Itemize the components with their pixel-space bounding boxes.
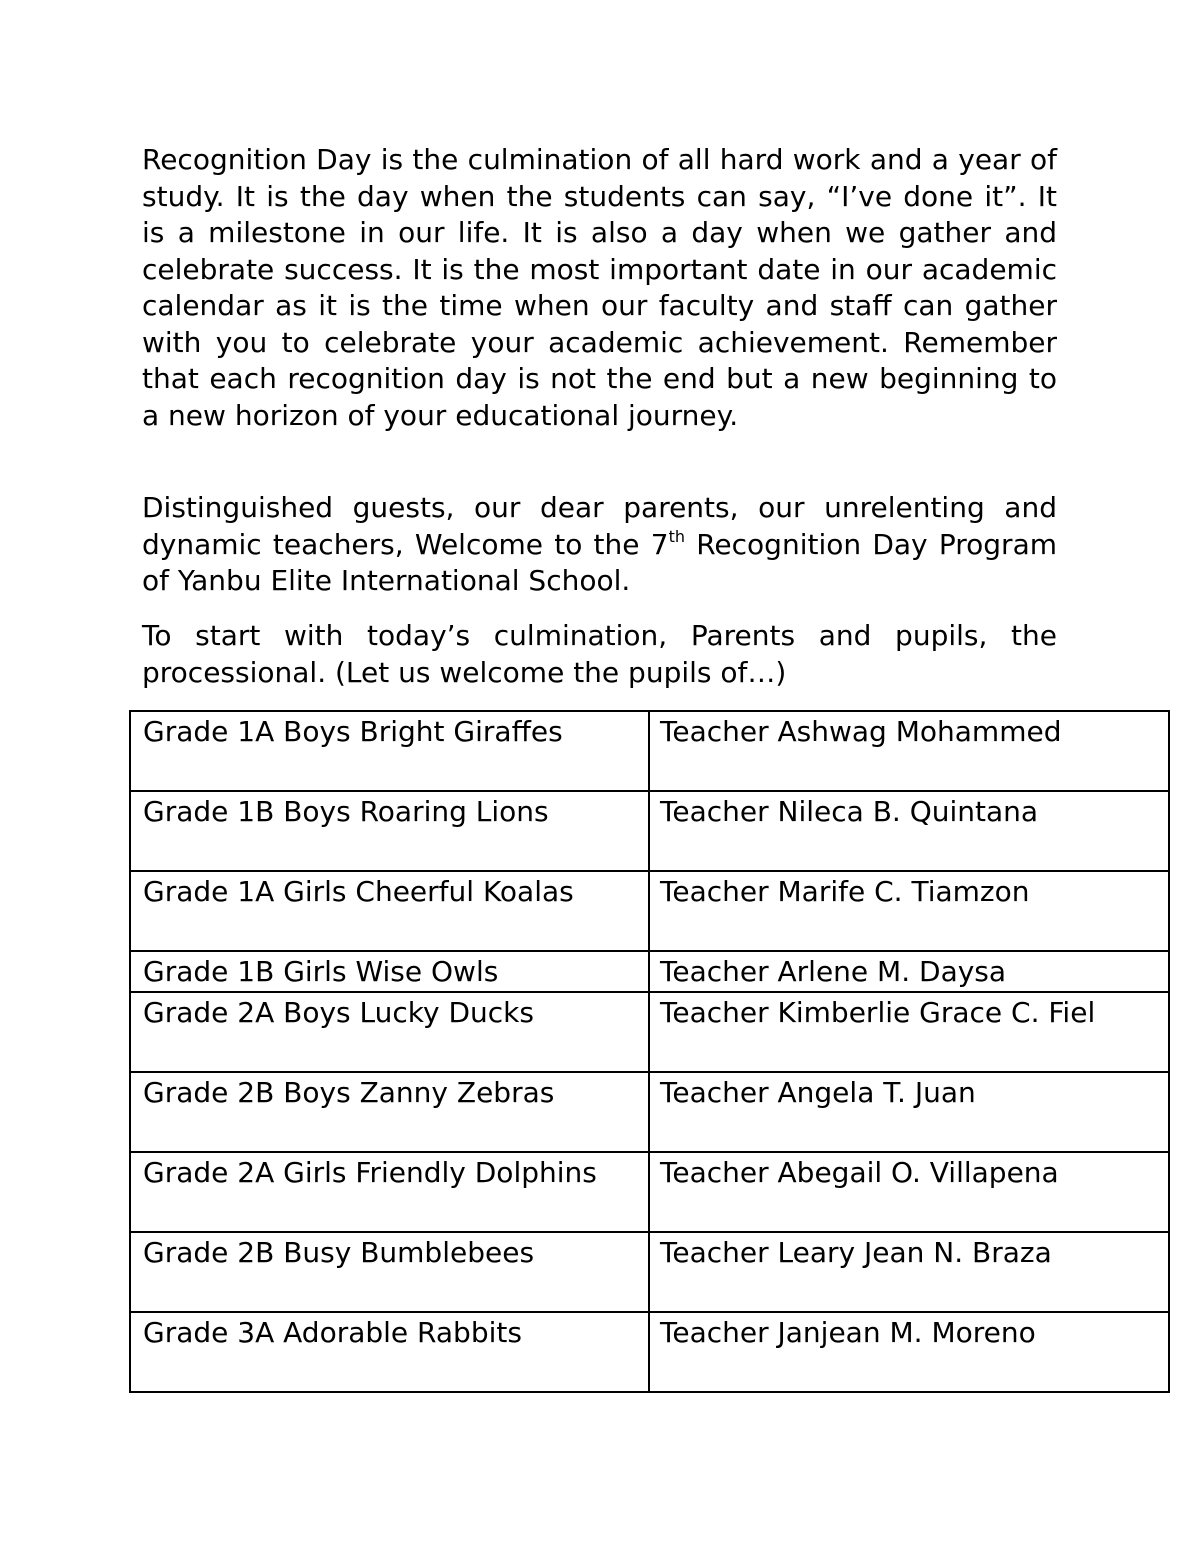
welcome-text-end: Recognition Day Program of Yanbu Elite International School.	[142, 527, 1057, 597]
section-cell: Grade 2B Busy Bumblebees	[130, 1232, 649, 1312]
teacher-cell: Teacher Leary Jean N. Braza	[649, 1232, 1169, 1312]
processional-paragraph: To start with today’s culmination, Parents and pupils, the processional. (Let us welcome the pupils of…)	[142, 619, 1057, 689]
teacher-cell: Teacher Ashwag Mohammed	[649, 711, 1169, 791]
intro-paragraph: Recognition Day is the culmination of all hard work and a year of study. It is the day when the students can say, “I’ve done it”. It is a milestone in our life. It is also a day when we gather and celebrate success. It is the most important date in our academic calendar as it is the time when our faculty and staff can gather with you to celebrate your academic achievement. Remember that each recognition day is not the end but a new beginning to a new horizon of your educational journey.	[142, 143, 1057, 432]
teacher-cell: Teacher Abegail O. Villapena	[649, 1152, 1169, 1232]
welcome-text-start: Distinguished guests, our dear parents, our unrelenting and dynamic teachers, Welcome to the 7	[142, 491, 1057, 561]
section-cell: Grade 2A Girls Friendly Dolphins	[130, 1152, 649, 1232]
table-row	[130, 1072, 1169, 1152]
class-roster-table	[129, 710, 1170, 1393]
section-cell: Grade 2A Boys Lucky Ducks	[130, 992, 649, 1072]
table-row	[130, 951, 1169, 992]
section-cell: Grade 3A Adorable Rabbits	[130, 1312, 649, 1392]
teacher-cell: Teacher Marife C. Tiamzon	[649, 871, 1169, 951]
section-cell: Grade 1A Girls Cheerful Koalas	[130, 871, 649, 951]
teacher-cell: Teacher Kimberlie Grace C. Fiel	[649, 992, 1169, 1072]
ordinal-suffix: th	[668, 526, 685, 546]
table-row	[130, 1232, 1169, 1312]
table-row	[130, 992, 1169, 1072]
table-row	[130, 711, 1169, 791]
section-cell: Grade 1B Girls Wise Owls	[130, 951, 649, 992]
section-cell: Grade 1A Boys Bright Giraffes	[130, 711, 649, 791]
table-row	[130, 791, 1169, 871]
table-row	[130, 871, 1169, 951]
teacher-cell: Teacher Angela T. Juan	[649, 1072, 1169, 1152]
table-row	[130, 1152, 1169, 1232]
teacher-cell: Teacher Nileca B. Quintana	[649, 791, 1169, 871]
teacher-cell: Teacher Janjean M. Moreno	[649, 1312, 1169, 1392]
section-cell: Grade 1B Boys Roaring Lions	[130, 791, 649, 871]
section-cell: Grade 2B Boys Zanny Zebras	[130, 1072, 649, 1152]
welcome-paragraph	[142, 490, 1057, 600]
teacher-cell: Teacher Arlene M. Daysa	[649, 951, 1169, 992]
table-row	[130, 1312, 1169, 1392]
